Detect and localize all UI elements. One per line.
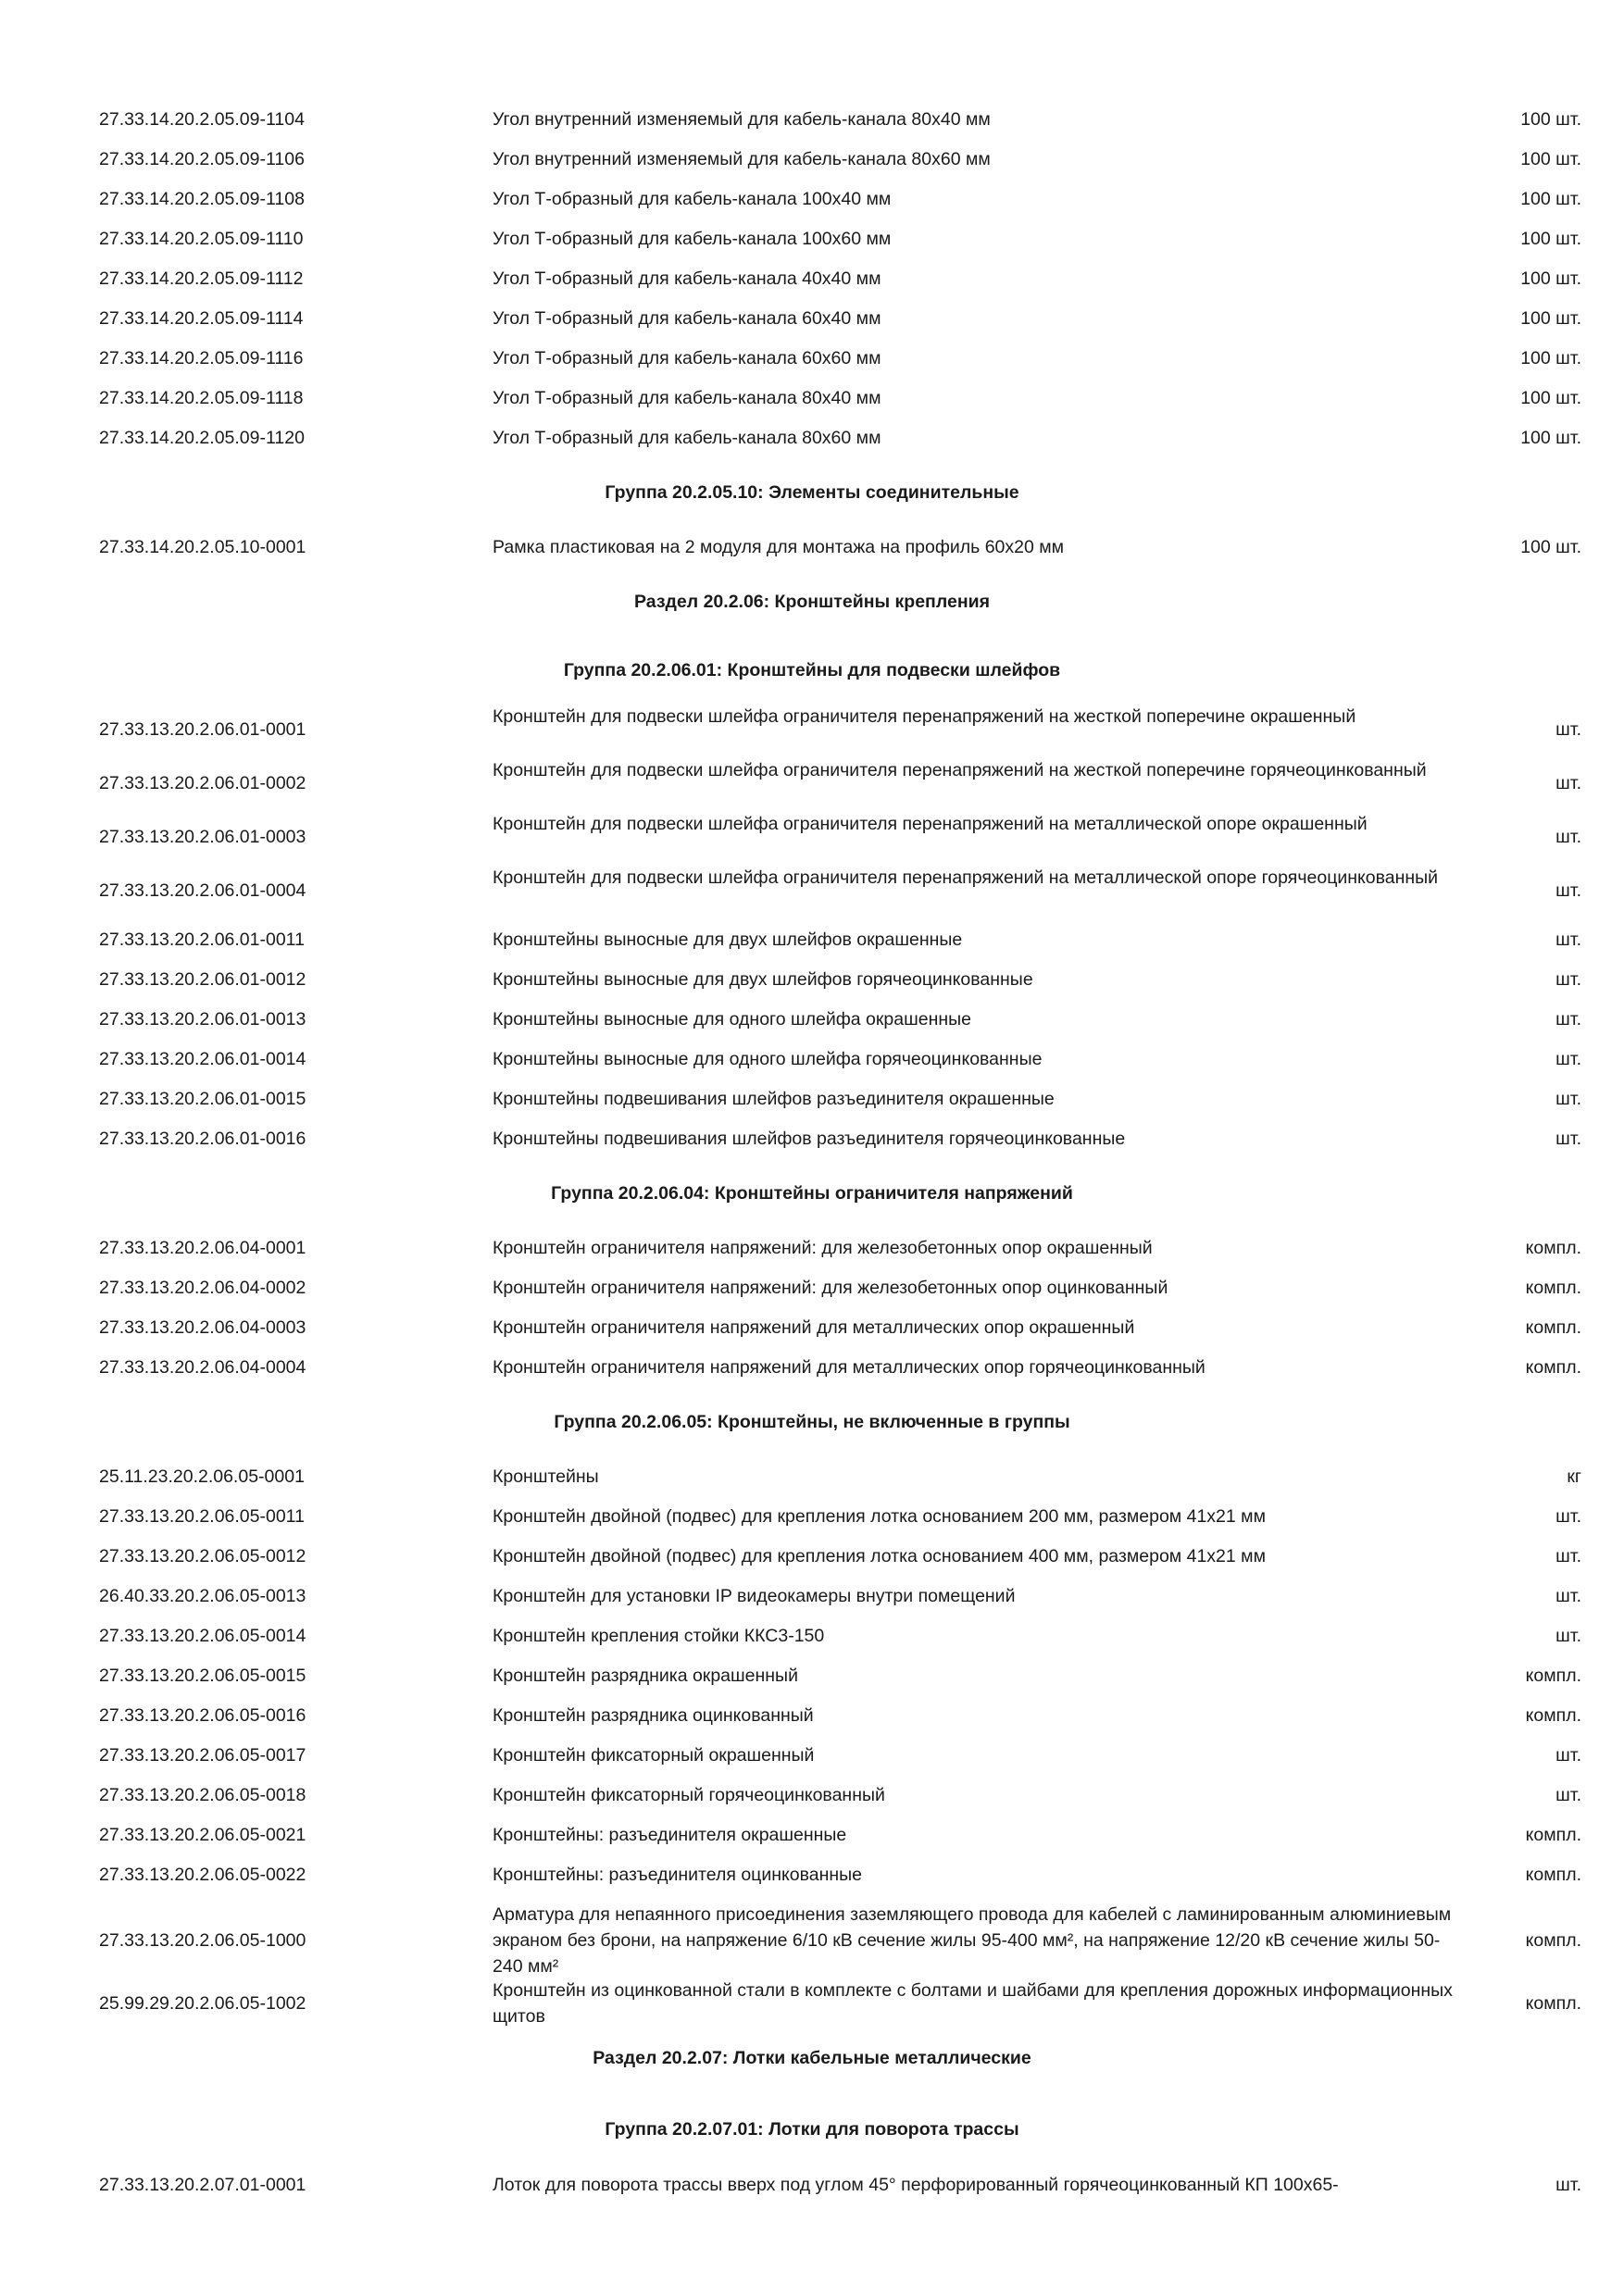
resource-name: Угол Т-образный для кабель-канала 100x60 мм [493,229,892,249]
resource-name: Кронштейны выносные для двух шлейфов горячеоцинкованные [493,969,1033,990]
resource-name: Арматура для непаянного присоединения заземляющего провода для кабелей с ламинированным алюминиевым экраном без брони, на напряжение 6/10 кВ сечение жилы 95-400 мм², на напряжение 12/20 кВ сечение жилы 50-240 мм² [493,1904,1452,1977]
resource-code: 27.33.13.20.2.06.04-0001 [99,1238,306,1258]
resource-name: Кронштейн ограничителя напряжений: для железобетонных опор оцинкованный [493,1278,1168,1298]
resource-code: 26.40.33.20.2.06.05-0013 [99,1586,306,1606]
resource-code: 27.33.13.20.2.06.04-0004 [99,1357,306,1378]
group-heading: Группа 20.2.05.10: Элементы соединительные [605,482,1019,503]
resource-code: 25.11.23.20.2.06.05-0001 [99,1466,305,1487]
unit-of-measure: 100 шт. [1520,388,1581,408]
resource-code: 27.33.13.20.2.06.01-0011 [99,930,305,950]
unit-of-measure: компл. [1525,1865,1581,1885]
unit-of-measure: шт. [1555,1626,1581,1646]
resource-code: 27.33.14.20.2.05.09-1110 [99,229,304,249]
resource-name: Кронштейн разрядника оцинкованный [493,1705,814,1726]
resource-name: Кронштейн двойной (подвес) для крепления лотка основанием 400 мм, размером 41x21 мм [493,1546,1266,1566]
unit-of-measure: компл. [1525,1825,1581,1845]
resource-code: 27.33.13.20.2.06.04-0002 [99,1278,306,1298]
resource-code: 25.99.29.20.2.06.05-1002 [99,1993,306,2014]
resource-name: Кронштейн крепления стойки ККС3-150 [493,1626,825,1646]
unit-of-measure: шт. [1555,969,1581,990]
resource-code: 27.33.13.20.2.06.05-0017 [99,1745,306,1766]
resource-code: 27.33.13.20.2.06.01-0004 [99,880,306,901]
resource-name: Кронштейн фиксаторный окрашенный [493,1745,815,1766]
resource-code: 27.33.14.20.2.05.10-0001 [99,537,306,557]
unit-of-measure: шт. [1555,1049,1581,1069]
resource-code: 27.33.14.20.2.05.09-1116 [99,348,304,368]
resource-name: Кронштейны подвешивания шлейфов разъединителя горячеоцинкованные [493,1129,1126,1149]
resource-code: 27.33.13.20.2.07.01-0001 [99,2175,306,2195]
resource-code: 27.33.13.20.2.06.01-0012 [99,969,306,990]
resource-name: Кронштейн для подвески шлейфа ограничителя перенапряжений на жесткой поперечине горячеоцинкованный [493,760,1427,780]
resource-code: 27.33.14.20.2.05.09-1114 [99,308,304,329]
unit-of-measure: 100 шт. [1520,537,1581,557]
resource-name: Угол Т-образный для кабель-канала 40x40 мм [493,268,881,289]
resource-name: Угол Т-образный для кабель-канала 80x60 мм [493,428,881,448]
unit-of-measure: компл. [1525,1357,1581,1378]
unit-of-measure: 100 шт. [1520,189,1581,209]
resource-name: Угол внутренний изменяемый для кабель-канала 80x40 мм [493,109,991,130]
unit-of-measure: шт. [1555,1745,1581,1766]
unit-of-measure: компл. [1525,1317,1581,1338]
unit-of-measure: шт. [1555,1546,1581,1566]
resource-code: 27.33.14.20.2.05.09-1112 [99,268,304,289]
resource-name: Кронштейн для подвески шлейфа ограничителя перенапряжений на жесткой поперечине окрашенный [493,706,1356,727]
unit-of-measure: шт. [1555,1506,1581,1527]
resource-code: 27.33.13.20.2.06.05-0014 [99,1626,306,1646]
group-heading: Группа 20.2.06.05: Кронштейны, не включенные в группы [554,1412,1070,1432]
resource-name: Кронштейны подвешивания шлейфов разъединителя окрашенные [493,1089,1055,1109]
unit-of-measure: 100 шт. [1520,109,1581,130]
resource-name: Лоток для поворота трассы вверх под углом 45° перфорированный горячеоцинкованный КП 100x65- [493,2175,1339,2195]
group-heading: Группа 20.2.06.04: Кронштейны ограничителя напряжений [551,1183,1073,1204]
resource-code: 27.33.13.20.2.06.01-0016 [99,1129,306,1149]
unit-of-measure: компл. [1525,1705,1581,1726]
unit-of-measure: компл. [1525,1238,1581,1258]
group-heading: Группа 20.2.07.01: Лотки для поворота трассы [605,2119,1019,2140]
resource-name: Угол Т-образный для кабель-канала 100x40 мм [493,189,892,209]
resource-code: 27.33.13.20.2.06.05-0021 [99,1825,306,1845]
unit-of-measure: шт. [1555,719,1581,740]
resource-name: Угол внутренний изменяемый для кабель-канала 80x60 мм [493,149,991,169]
resource-name: Кронштейн ограничителя напряжений: для железобетонных опор окрашенный [493,1238,1153,1258]
resource-name: Кронштейн фиксаторный горячеоцинкованный [493,1785,885,1805]
resource-name: Кронштейны выносные для одного шлейфа горячеоцинкованные [493,1049,1043,1069]
resource-name: Кронштейн двойной (подвес) для крепления лотка основанием 200 мм, размером 41x21 мм [493,1506,1266,1527]
resource-name: Рамка пластиковая на 2 модуля для монтажа на профиль 60x20 мм [493,537,1065,557]
resource-name: Кронштейн для установки IP видеокамеры внутри помещений [493,1586,1016,1606]
resource-code: 27.33.13.20.2.06.01-0015 [99,1089,306,1109]
unit-of-measure: шт. [1555,1009,1581,1029]
unit-of-measure: компл. [1525,1666,1581,1686]
resource-code: 27.33.14.20.2.05.09-1108 [99,189,305,209]
unit-of-measure: шт. [1555,827,1581,847]
resource-code: 27.33.13.20.2.06.05-0015 [99,1666,306,1686]
resource-code: 27.33.13.20.2.06.05-1000 [99,1930,306,1951]
resource-code: 27.33.13.20.2.06.01-0002 [99,773,306,793]
resource-name: Угол Т-образный для кабель-канала 60x40 мм [493,308,881,329]
unit-of-measure: 100 шт. [1520,149,1581,169]
resource-name: Кронштейн ограничителя напряжений для металлических опор окрашенный [493,1317,1135,1338]
resource-name: Кронштейн для подвески шлейфа ограничителя перенапряжений на металлической опоре окрашенный [493,814,1368,834]
group-heading: Группа 20.2.06.01: Кронштейны для подвески шлейфов [563,660,1061,680]
resource-name: Кронштейны: разъединителя окрашенные [493,1825,847,1845]
unit-of-measure: шт. [1555,1089,1581,1109]
unit-of-measure: 100 шт. [1520,348,1581,368]
resource-code: 27.33.14.20.2.05.09-1118 [99,388,304,408]
section-heading: Раздел 20.2.07: Лотки кабельные металлические [593,2048,1031,2068]
unit-of-measure: шт. [1555,773,1581,793]
resource-name: Кронштейны: разъединителя оцинкованные [493,1865,862,1885]
unit-of-measure: 100 шт. [1520,268,1581,289]
resource-code: 27.33.13.20.2.06.05-0022 [99,1865,306,1885]
unit-of-measure: компл. [1525,1278,1581,1298]
unit-of-measure: шт. [1555,880,1581,901]
resource-code: 27.33.13.20.2.06.05-0011 [99,1506,305,1527]
section-heading: Раздел 20.2.06: Кронштейны крепления [634,592,990,612]
resource-name: Кронштейны [493,1466,599,1487]
unit-of-measure: 100 шт. [1520,229,1581,249]
unit-of-measure: шт. [1555,1586,1581,1606]
unit-of-measure: компл. [1525,1930,1581,1951]
resource-code: 27.33.13.20.2.06.05-0016 [99,1705,306,1726]
unit-of-measure: кг [1567,1466,1581,1487]
unit-of-measure: компл. [1525,1993,1581,2014]
resource-code: 27.33.14.20.2.05.09-1120 [99,428,305,448]
resource-code: 27.33.14.20.2.05.09-1104 [99,109,305,130]
resource-name: Угол Т-образный для кабель-канала 80x40 мм [493,388,881,408]
unit-of-measure: шт. [1555,1785,1581,1805]
unit-of-measure: шт. [1555,930,1581,950]
resource-code: 27.33.13.20.2.06.01-0013 [99,1009,306,1029]
unit-of-measure: 100 шт. [1520,428,1581,448]
resource-name: Кронштейн из оцинкованной стали в комплекте с болтами и шайбами для крепления дорожных информационных щитов [493,1980,1453,2027]
resource-name: Кронштейн ограничителя напряжений для металлических опор горячеоцинкованный [493,1357,1206,1378]
resource-code: 27.33.14.20.2.05.09-1106 [99,149,305,169]
resource-code: 27.33.13.20.2.06.05-0012 [99,1546,306,1566]
resource-name: Угол Т-образный для кабель-канала 60x60 мм [493,348,881,368]
resource-name: Кронштейны выносные для двух шлейфов окрашенные [493,930,963,950]
resource-code: 27.33.13.20.2.06.01-0014 [99,1049,306,1069]
resource-code: 27.33.13.20.2.06.04-0003 [99,1317,306,1338]
unit-of-measure: 100 шт. [1520,308,1581,329]
resource-name: Кронштейн разрядника окрашенный [493,1666,798,1686]
resource-name: Кронштейн для подвески шлейфа ограничителя перенапряжений на металлической опоре горячеоцинкованный [493,867,1439,888]
resource-name: Кронштейны выносные для одного шлейфа окрашенные [493,1009,972,1029]
resource-code: 27.33.13.20.2.06.01-0001 [99,719,306,740]
unit-of-measure: шт. [1555,1129,1581,1149]
resource-code: 27.33.13.20.2.06.01-0003 [99,827,306,847]
resource-code: 27.33.13.20.2.06.05-0018 [99,1785,306,1805]
unit-of-measure: шт. [1555,2175,1581,2195]
